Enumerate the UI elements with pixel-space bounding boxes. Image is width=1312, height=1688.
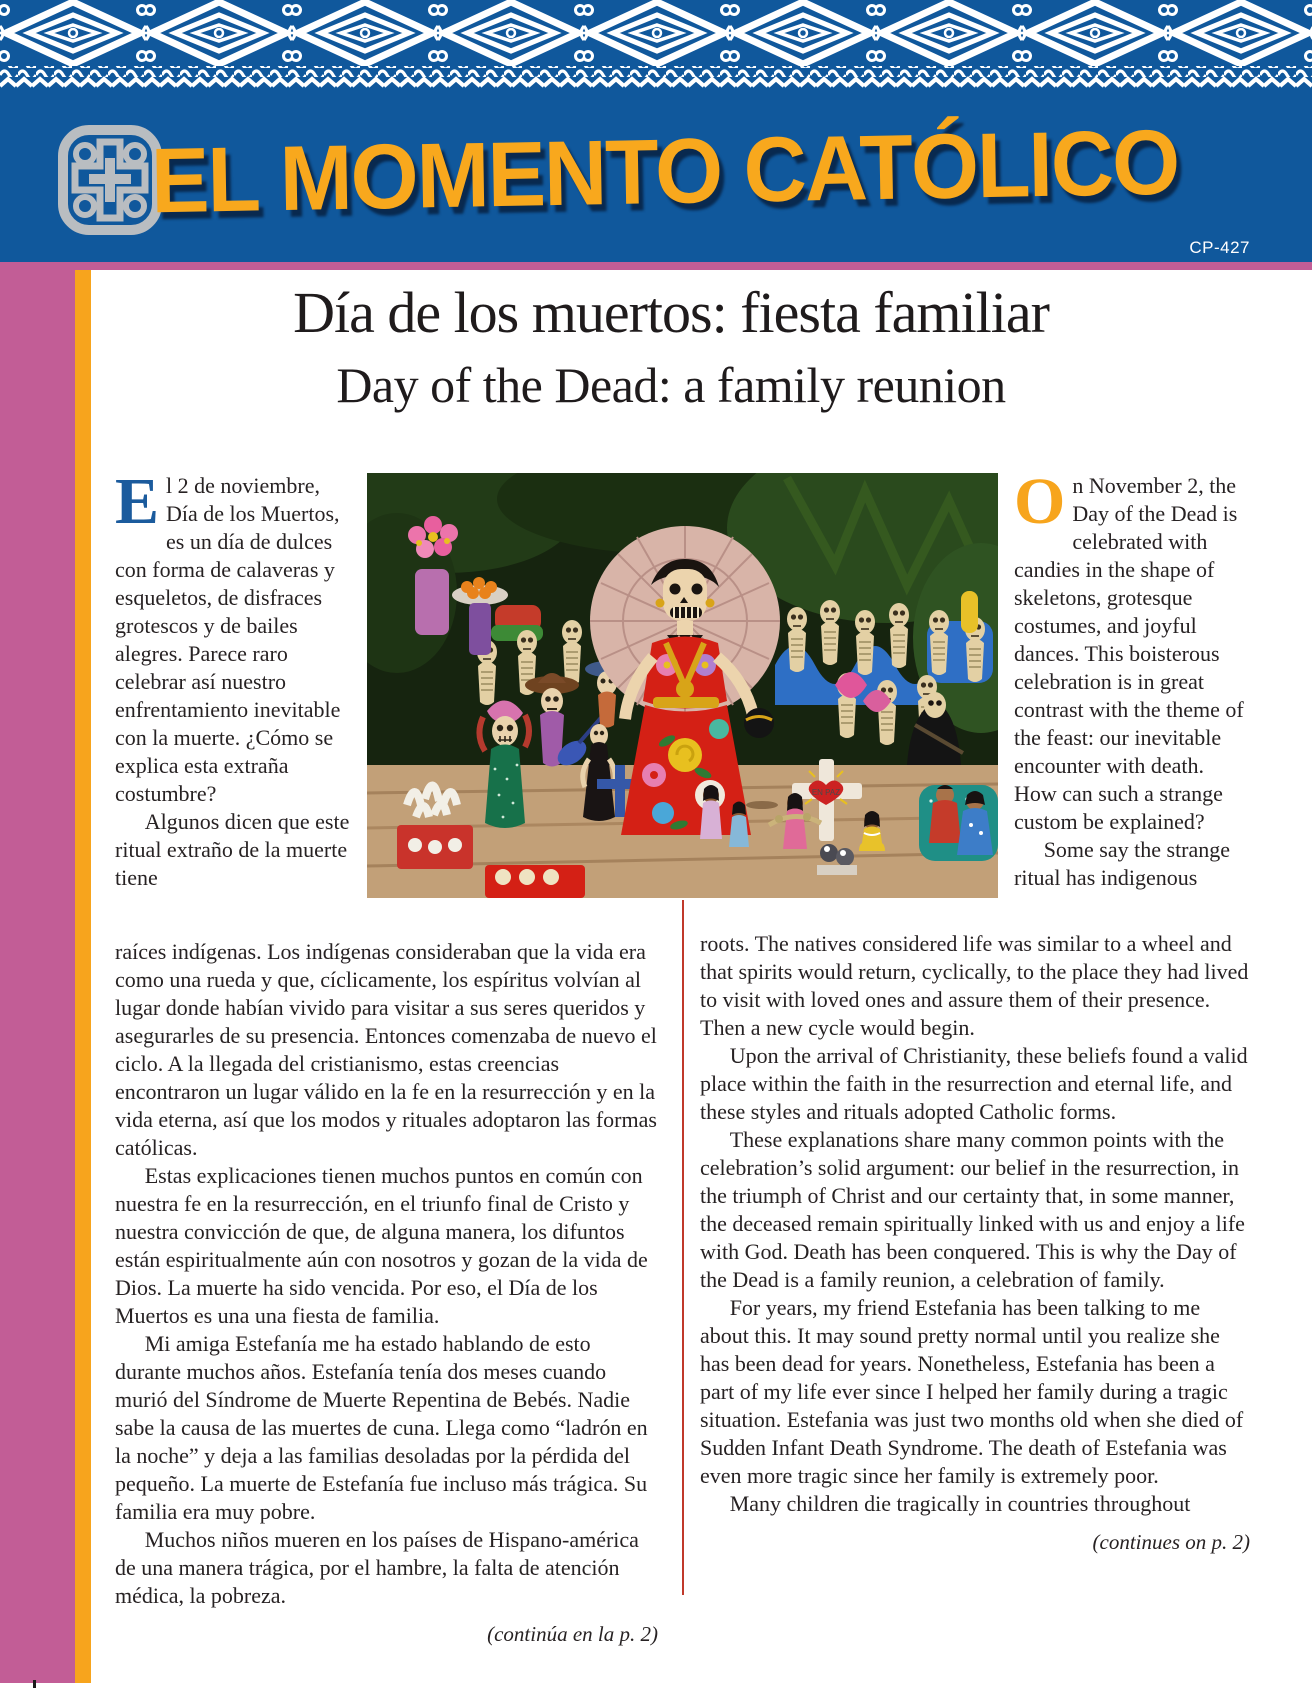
english-column-narrow bbox=[1014, 465, 1250, 892]
english-continued-note: (continues on p. 2) bbox=[1092, 1530, 1250, 1554]
english-paragraph-3: Upon the arrival of Christianity, these beliefs found a valid place within the faith in the resurrection and eternal life, and these styles and rituals adopted Catholic forms. bbox=[700, 1043, 1248, 1124]
english-paragraph-4: These explanations share many common points with the celebration’s solid argument: our belief in the resurrection, in the triumph of Christ and our certainty that, in some manner, the deceased remain spiritually linked with us and enjoy a life with God. Death has been conquered. This is why the Day of the Dead is a family reunion, a celebration of family. bbox=[700, 1127, 1245, 1292]
pink-left-border bbox=[0, 262, 75, 1683]
english-paragraph-5: For years, my friend Estefania has been talking to me about this. It may sound pretty normal until you realize she has been dead for years. Nonetheless, Estefania has been a part of my life ever since I helped her family during a tragic situation. Estefania was just two months old when she died of Sudden Infant Death Syndrome. The death of Estefania was even more tragic since her family is extremely poor. bbox=[700, 1295, 1244, 1488]
masthead-title: EL MOMENTO CATÓLICO bbox=[150, 111, 1180, 232]
aztec-pattern-border bbox=[0, 0, 1312, 88]
aztec-cross-stamp-icon bbox=[55, 124, 165, 236]
dropcap-o: O bbox=[1014, 465, 1066, 538]
spanish-paragraph-2-start: Algunos dicen que este ritual extraño de la muerte tiene bbox=[115, 809, 350, 890]
article-title-english: Day of the Dead: a family reunion bbox=[336, 357, 1006, 413]
spanish-paragraph-4: Mi amiga Estefanía me ha estado hablando de esto durante muchos años. Estefanía tenía dos meses cuando murió del Síndrome de Muerte Repentina de Bebés. Nadie sabe la causa de las muertes de cuna. Llega como “ladrón en la noche” y deja a las familias desoladas por la pérdida del pequeño. La muerte de Estefanía fue incluso más trágica. Su familia era muy pobre. bbox=[115, 1331, 648, 1524]
column-divider-rule bbox=[682, 900, 684, 1595]
english-paragraph-1 bbox=[1014, 465, 1250, 836]
spanish-continued-note: (continúa en la p. 2) bbox=[487, 1622, 658, 1646]
article-title-spanish: Día de los muertos: fiesta familiar bbox=[293, 280, 1049, 345]
spanish-paragraph-2-rest: raíces indígenas. Los indígenas consideraban que la vida era como una rueda y que, cíclicamente, los espíritus volvían al lugar donde habían vivido para visitar a sus seres queridos y asegurarles de su presencia. Entonces comenzaba de nuevo el ciclo. A la llegada del cristianismo, estas creencias encontraron un lugar válido en la fe en la resurrección y en la vida eterna, así que los modos y rituales adoptaron las formas católicas. bbox=[115, 939, 657, 1160]
english-paragraph-6: Many children die tragically in countries throughout bbox=[729, 1491, 1191, 1516]
dropcap-e: E bbox=[115, 465, 160, 538]
spanish-column-narrow bbox=[115, 465, 355, 892]
spanish-paragraph-5: Muchos niños mueren en los países de Hispano-américa de una manera trágica, por el hambre, la falta de atención médica, la pobreza. bbox=[115, 1527, 639, 1608]
masthead bbox=[150, 111, 1180, 232]
spanish-paragraph-1 bbox=[115, 465, 355, 808]
english-column-wide bbox=[700, 930, 1250, 1556]
pink-divider-strip bbox=[0, 262, 1312, 270]
english-paragraph-1-text: n November 2, the Day of the Dead is celebrated with candies in the shape of skeletons, grotesque costumes, and joyful dances. This boisterous celebration is in great contrast with the theme of the feast: our inevitable encounter with death. How can such a strange custom be explained? bbox=[1014, 473, 1244, 834]
english-paragraph-2-start: Some say the strange ritual has indigenous bbox=[1014, 837, 1231, 890]
spanish-paragraph-1-text: l 2 de noviembre, Día de los Muertos, es un día de dulces con forma de calaveras y esqueletos, de disfraces grotescos y de bailes alegres. Parece raro celebrar así nuestro enfrentamiento inevitable con la muerte. ¿Cómo se explica esta extraña costumbre? bbox=[115, 473, 341, 806]
spanish-paragraph-3: Estas explicaciones tienen muchos puntos en común con nuestra fe en la resurrección, en el triunfo final de Cristo y nuestra convicción de que, de alguna manera, los difuntos están espiritualmente aún con nosotros y gozan de la vida de Dios. La muerte ha sido vencida. Por eso, el Día de los Muertos es una una fiesta de familia. bbox=[115, 1163, 648, 1328]
orange-left-stripe bbox=[75, 270, 91, 1683]
page-edge-mark bbox=[33, 1680, 36, 1688]
day-of-the-dead-figurines-photo bbox=[367, 473, 998, 898]
cross-inscription: EN PAZ bbox=[811, 788, 841, 797]
publication-code: CP-427 bbox=[1189, 238, 1250, 257]
spanish-column-wide bbox=[115, 938, 658, 1648]
english-paragraph-2-rest: roots. The natives considered life was similar to a wheel and that spirits would return, cyclically, to the place they had lived to visit with loved ones and assure them of their presence. Then a new cycle would begin. bbox=[700, 931, 1249, 1040]
